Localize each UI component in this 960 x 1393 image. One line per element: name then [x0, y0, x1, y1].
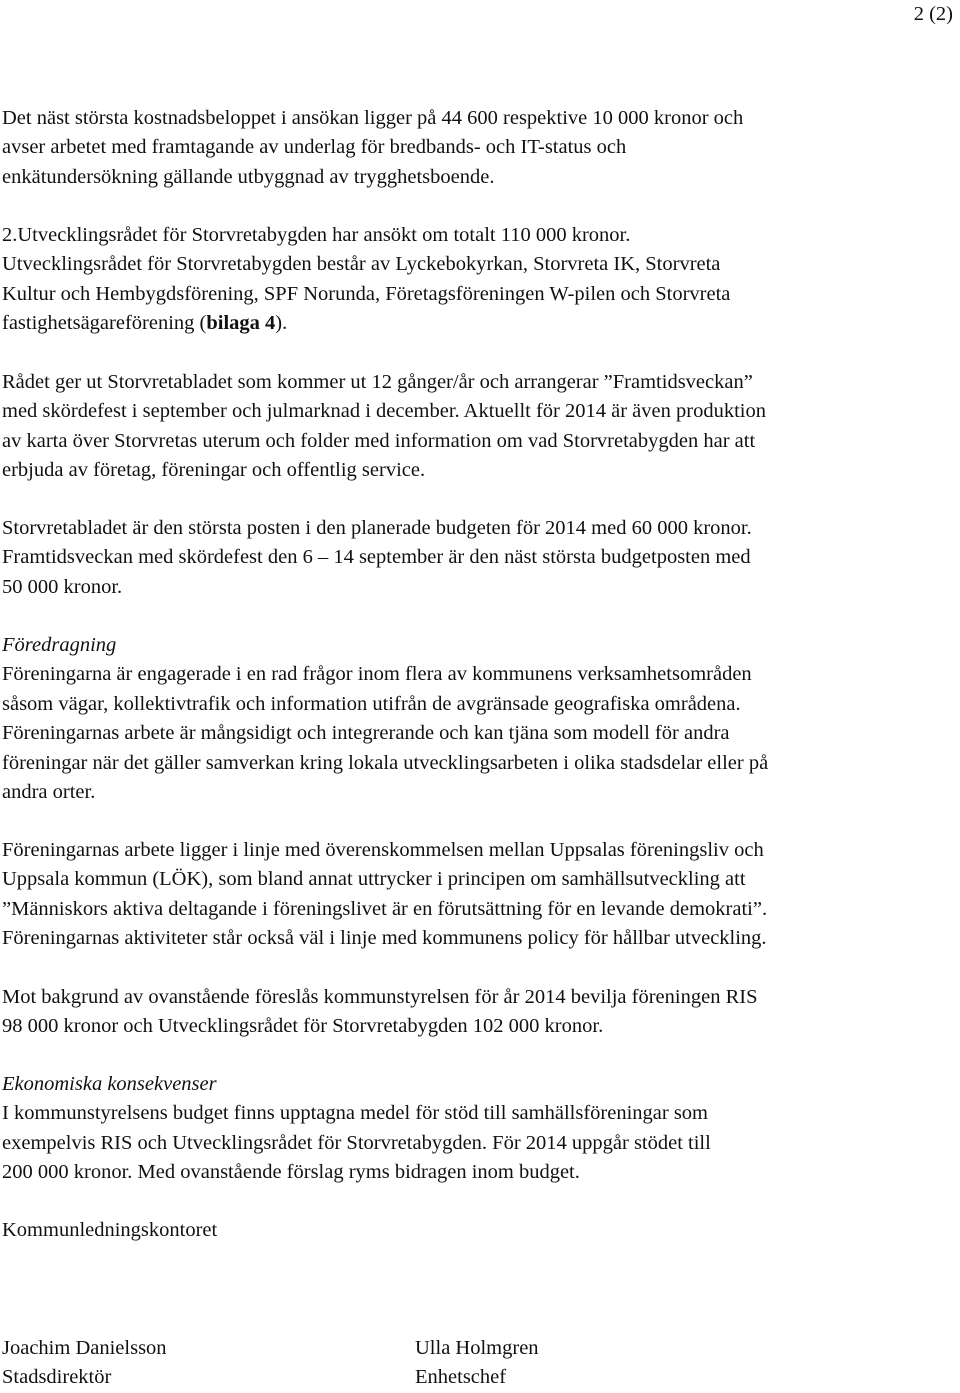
signature-block [2, 1334, 957, 1388]
text-line: I kommunstyrelsens budget finns upptagna medel för stöd till samhällsföreningar som [2, 1102, 708, 1125]
text-line: avser arbetet med framtagande av underlag för bredbands- och IT-status och [2, 136, 627, 159]
text-line: 50 000 kronor. [2, 575, 123, 598]
section-foredragning [2, 631, 957, 807]
office-name: Kommunledningskontoret [2, 1219, 218, 1241]
text-line: Uppsala kommun (LÖK), som bland annat uttrycker i principen om samhällsutveckling att [2, 868, 746, 891]
signer [415, 1334, 539, 1393]
text-line: Föreningarnas arbete ligger i linje med överenskommelsen mellan Uppsalas föreningsliv och [2, 839, 764, 861]
text-line: Framtidsveckan med skördefest den 6 – 14 september är den näst största budgetposten med [2, 546, 751, 569]
signer [2, 1334, 167, 1393]
text-line: Föreningarna är engagerade i en rad frågor inom flera av kommunens verksamhetsområden [2, 663, 752, 686]
text-line: ”Människors aktiva deltagande i föreningslivet är en förutsättning för en levande demokrati”. [2, 897, 768, 920]
page-number: 2 (2) [913, 3, 953, 25]
signer-name: Ulla Holmgren [415, 1337, 539, 1359]
attachment-reference: bilaga 4 [206, 312, 276, 335]
text-line: Utvecklingsrådet för Storvretabygden består av Lyckebokyrkan, Storvreta IK, Storvreta [2, 253, 721, 276]
text-line: 98 000 kronor och Utvecklingsrådet för Storvretabygden 102 000 kronor. [2, 1015, 604, 1038]
text-line: med skördefest i september och julmarknad i december. Aktuellt för 2014 är även produktion [2, 400, 766, 423]
text-line: av karta över Storvretas uterum och folder med information om vad Storvretabygden har att [2, 429, 756, 452]
text-line: Storvretabladet är den största posten i den planerade budgeten för 2014 med 60 000 kronor. [2, 517, 752, 539]
text-line: erbjuda av företag, föreningar och offentlig service. [2, 459, 426, 482]
text-line: Kultur och Hembygdsförening, SPF Norunda, Företagsföreningen W-pilen och Storvreta [2, 282, 731, 305]
text-line: Det näst största kostnadsbeloppet i ansökan ligger på 44 600 respektive 10 000 kronor och [2, 107, 744, 129]
paragraph-radet [2, 368, 957, 486]
section-ekonomiska-konsekvenser [2, 1070, 957, 1188]
paragraph-lok [2, 836, 957, 954]
text-line: Föreningarnas aktiviteter står också väl i linje med kommunens policy för hållbar utveckling. [2, 927, 767, 950]
paragraph-costs [2, 104, 957, 192]
paragraph-budget [2, 514, 957, 602]
signer-title: Enhetschef [415, 1366, 507, 1389]
text-line: Rådet ger ut Storvretabladet som kommer ut 12 gånger/år och arrangerar ”Framtidsveckan” [2, 371, 753, 393]
text-line: såsom vägar, kollektivtrafik och information utifrån de avgränsade geografiska områdena. [2, 692, 741, 715]
paragraph-utvecklingsradet [2, 221, 957, 339]
text-line: Föreningarnas arbete är mångsidigt och integrerande och kan tjäna som modell för andra [2, 722, 730, 745]
section-heading-foredragning: Föredragning [2, 634, 117, 656]
text-line: andra orter. [2, 781, 96, 804]
text-line [2, 309, 957, 338]
text-line: enkätundersökning gällande utbyggnad av trygghetsboende. [2, 165, 495, 188]
text-line: 200 000 kronor. Med ovanstående förslag ryms bidragen inom budget. [2, 1161, 580, 1184]
text-line: föreningar när det gäller samverkan kring lokala utvecklingsarbeten i olika stadsdelar eller på [2, 751, 769, 774]
text-fragment: ). [275, 312, 288, 335]
section-heading-ekonomiska: Ekonomiska konsekvenser [2, 1073, 217, 1095]
signer-title: Stadsdirektör [2, 1366, 112, 1389]
text-line: exempelvis RIS och Utvecklingsrådet för Storvretabygden. För 2014 uppgår stödet till [2, 1131, 711, 1154]
paragraph-proposal [2, 983, 957, 1042]
text-line: 2.Utvecklingsrådet för Storvretabygden har ansökt om totalt 110 000 kronor. [2, 224, 631, 246]
text-fragment: fastighetsägareförening ( [2, 312, 207, 335]
signer-name: Joachim Danielsson [2, 1337, 167, 1359]
text-line: Mot bakgrund av ovanstående föreslås kommunstyrelsen för år 2014 bevilja föreningen RIS [2, 986, 758, 1008]
